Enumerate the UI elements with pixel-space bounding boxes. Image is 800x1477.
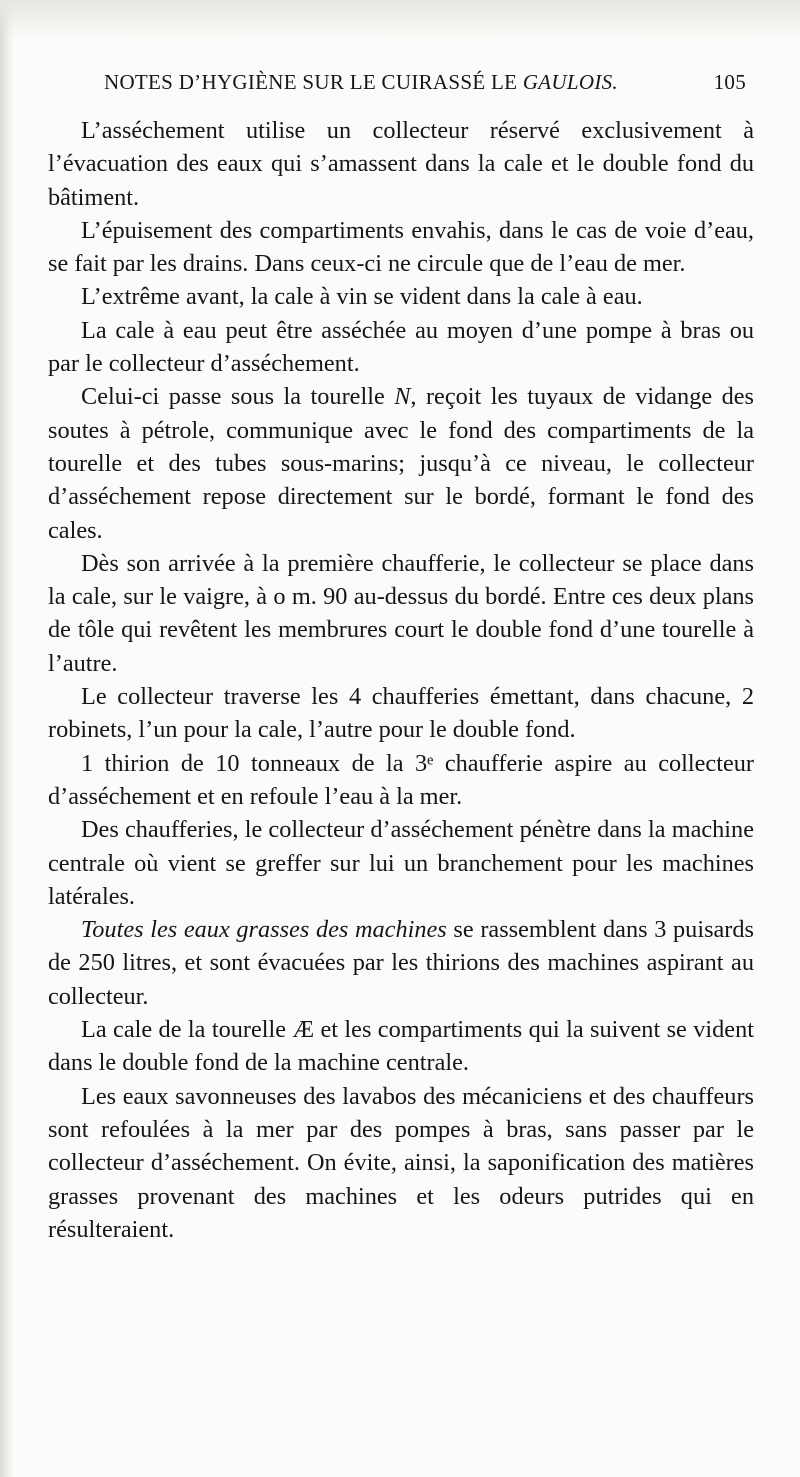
- paragraph-assechement: L’asséchement utilise un collecteur réservé exclusivement à l’évacuation des eaux qui s’amassent dans la cale et le double fond du bâtiment.: [48, 117, 754, 211]
- page-body: [48, 114, 754, 1246]
- paragraph-machine-centrale: Des chaufferies, le collecteur d’asséchement pénètre dans la machine centrale où vient se greffer sur lui un branchement pour les machines latérales.: [48, 816, 754, 910]
- paragraph-eaux-savonneuses: Les eaux savonneuses des lavabos des mécaniciens et des chauffeurs sont refoulées à la mer par des pompes à bras, sans passer par le collecteur d’asséchement. On évite, ainsi, la saponification des matières grasses provenant des machines et les odeurs putrides qui en résulteraient.: [48, 1082, 754, 1243]
- paragraph-premiere-chaufferie: Dès son arrivée à la première chaufferie, le collecteur se place dans la cale, sur le vaigre, à o m. 90 au-dessus du bordé. Entre ces deux plans de tôle qui revêtent les membrures court le double fond d’une tourelle à l’autre.: [48, 549, 754, 677]
- running-title: [104, 70, 618, 95]
- paragraph-eaux-grasses: [48, 913, 754, 1013]
- paragraph-tourelle-n: [48, 380, 754, 546]
- page-top-shadow: [0, 0, 800, 40]
- paragraph-eaux-grasses-italic: Toutes les eaux grasses des machines: [81, 916, 447, 944]
- running-title-ship: GAULOIS.: [522, 70, 618, 94]
- paragraph-cale-a-eau: La cale à eau peut être asséchée au moyen d’une pompe à bras ou par le collecteur d’asséchement.: [48, 316, 754, 378]
- paragraph-epuisement: L’épuisement des compartiments envahis, dans le cas de voie d’eau, se fait par les drains. Dans ceux-ci ne circule que de l’eau de mer.: [48, 216, 754, 278]
- paragraph-extreme-avant: L’extrême avant, la cale à vin se vident dans la cale à eau.: [81, 283, 643, 311]
- running-title-prefix: NOTES D’HYGIÈNE SUR LE CUIRASSÉ LE: [104, 70, 523, 94]
- paragraph-thirion: 1 thirion de 10 tonneaux de la 3ᵉ chaufferie aspire au collecteur d’asséchement et en refoule l’eau à la mer.: [48, 749, 754, 810]
- page-number: 105: [713, 70, 746, 94]
- paragraph-quatre-chaufferies: Le collecteur traverse les 4 chaufferies émettant, dans chacune, 2 robinets, l’un pour la cale, l’autre pour le double fond.: [48, 683, 754, 744]
- paragraph-tourelle-ae: La cale de la tourelle Æ et les compartiments qui la suivent se vident dans le double fond de la machine centrale.: [48, 1016, 754, 1077]
- page-edge-shadow: [0, 0, 14, 1477]
- paragraph-tourelle-n-after: , reçoit les tuyaux de vidange des soutes à pétrole, communique avec le fond des compartiments de la tourelle et des tubes sous-marins; jusqu’à ce niveau, le collecteur d’asséchement repose directement sur le bordé, formant le fond des cales.: [48, 383, 754, 544]
- paragraph-tourelle-n-before: Celui-ci passe sous la tourelle: [81, 383, 395, 411]
- running-header: [104, 70, 746, 104]
- paragraph-eaux-grasses-after: se rassemblent dans 3 puisards de 250 litres, et sont évacuées par les thirions des machines aspirant au collecteur.: [48, 916, 754, 1010]
- paragraph-tourelle-n-italic: N: [394, 383, 411, 411]
